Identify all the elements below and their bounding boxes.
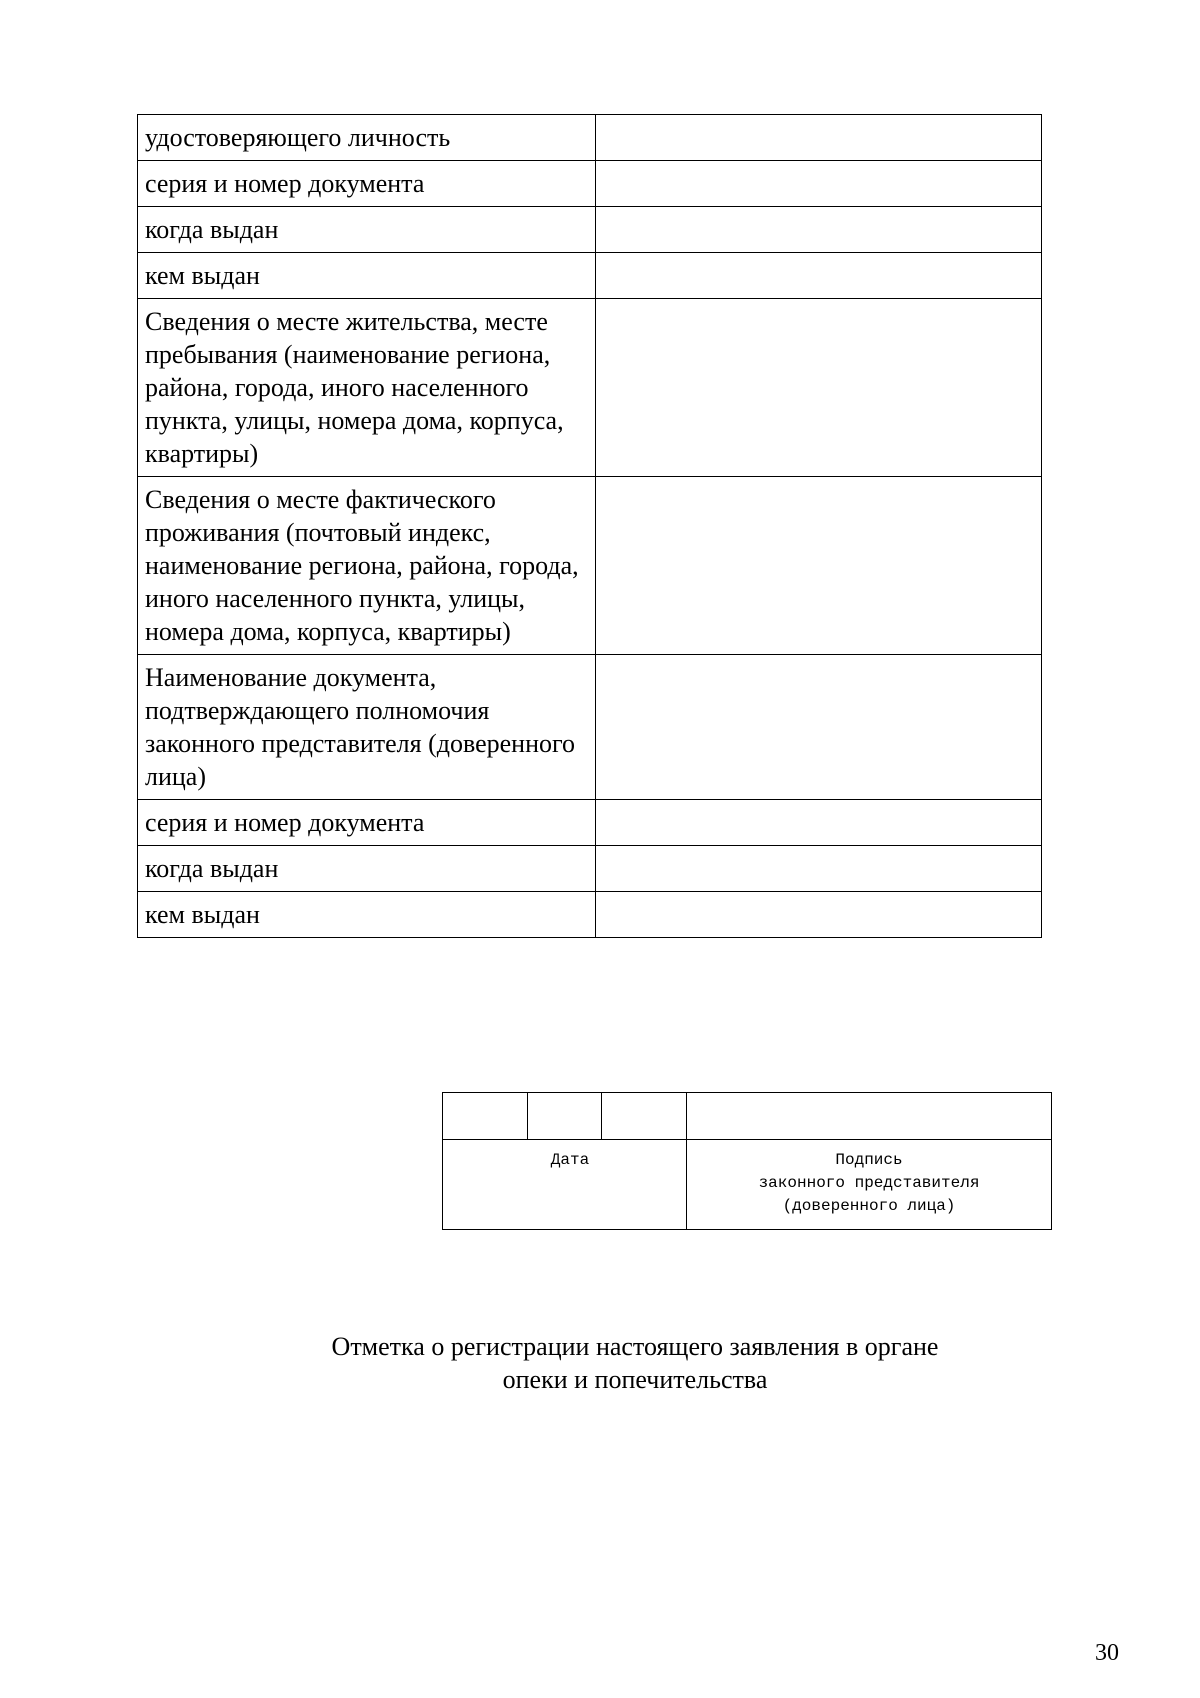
row-label: когда выдан: [138, 207, 596, 253]
table-row: [138, 655, 1042, 800]
row-label: серия и номер документа: [138, 161, 596, 207]
date-month-field[interactable]: [529, 1093, 601, 1139]
row-value-field[interactable]: [595, 655, 1041, 800]
signature-block: [442, 1092, 1052, 1230]
date-caption: Дата: [550, 1151, 590, 1169]
table-row: [138, 253, 1042, 299]
table-row: [138, 800, 1042, 846]
row-value-field[interactable]: [595, 299, 1041, 477]
row-value-field[interactable]: [595, 477, 1041, 655]
registration-note: [200, 1330, 1070, 1396]
date-divider: [601, 1093, 602, 1139]
table-row: [138, 892, 1042, 938]
row-label: Сведения о месте жительства, месте пребывания (наименование региона, района, города, иного населенного пункта, улицы, номера дома, корпуса, квартиры): [138, 299, 596, 477]
row-label: когда выдан: [138, 846, 596, 892]
row-value-field[interactable]: [595, 115, 1041, 161]
date-day-field[interactable]: [443, 1093, 527, 1139]
date-divider: [527, 1093, 528, 1139]
row-value-field[interactable]: [595, 161, 1041, 207]
page-number: 30: [1095, 1640, 1119, 1666]
table-row: [138, 207, 1042, 253]
row-label: Сведения о месте фактического проживания (почтовый индекс, наименование региона, района, города, иного населенного пункта, улицы, номера дома, корпуса, квартиры): [138, 477, 596, 655]
table-row: [138, 161, 1042, 207]
date-year-field[interactable]: [603, 1093, 686, 1139]
table-row: [138, 846, 1042, 892]
caption-divider: [443, 1139, 1051, 1140]
row-value-field[interactable]: [595, 846, 1041, 892]
table-row: [138, 299, 1042, 477]
registration-note-line: Отметка о регистрации настоящего заявления в органе: [331, 1332, 939, 1361]
row-label: серия и номер документа: [138, 800, 596, 846]
row-value-field[interactable]: [595, 892, 1041, 938]
row-label: кем выдан: [138, 253, 596, 299]
row-label: кем выдан: [138, 892, 596, 938]
row-label: Наименование документа, подтверждающего полномочия законного представителя (доверенного лица): [138, 655, 596, 800]
row-value-field[interactable]: [595, 253, 1041, 299]
row-value-field[interactable]: [595, 207, 1041, 253]
table-row: [138, 115, 1042, 161]
row-label: удостоверяющего личность: [138, 115, 596, 161]
signature-caption: Подпись законного представителя (доверенного лица): [758, 1151, 980, 1215]
signature-field[interactable]: [688, 1093, 1051, 1139]
applicant-data-table: [137, 114, 1042, 938]
row-value-field[interactable]: [595, 800, 1041, 846]
table-row: [138, 477, 1042, 655]
registration-note-line: опеки и попечительства: [502, 1365, 768, 1394]
